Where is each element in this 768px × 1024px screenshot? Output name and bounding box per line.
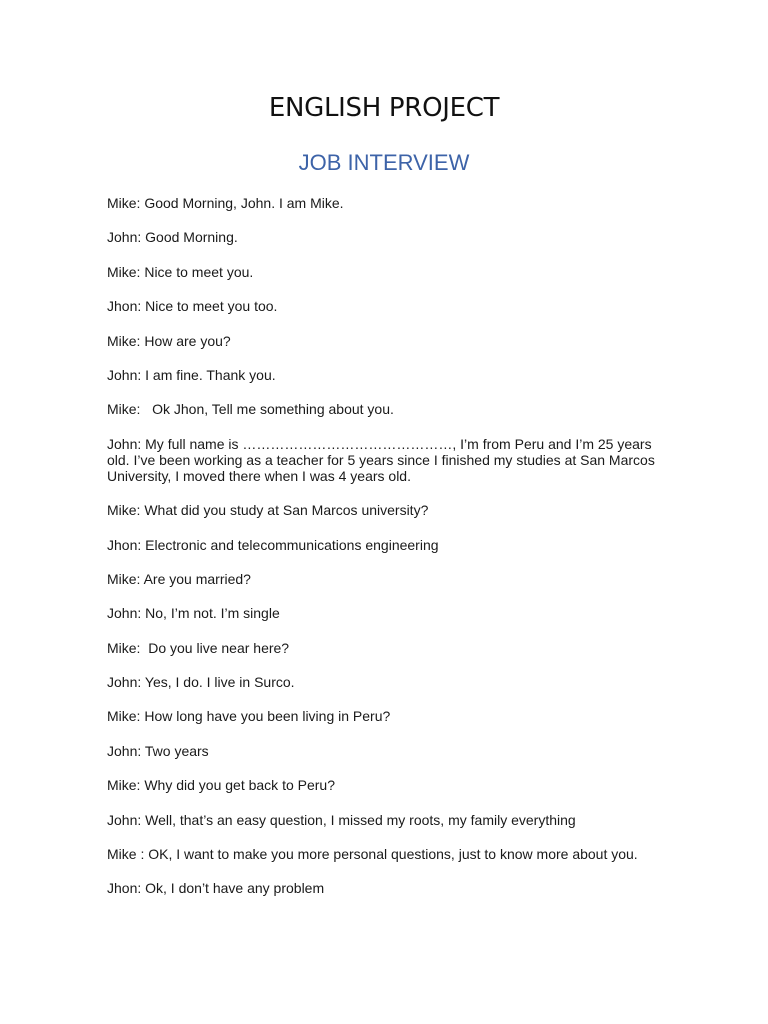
dialogue-line: Mike: Do you live near here?: [107, 639, 290, 656]
page-subtitle: JOB INTERVIEW: [298, 150, 470, 175]
dialogue-line: Mike : OK, I want to make you more personal questions, just to know more about you.: [107, 846, 638, 863]
dialogue-line: Mike: How long have you been living in Peru?: [107, 708, 391, 725]
dialogue-line: Mike: What did you study at San Marcos university?: [107, 502, 429, 519]
dialogue-line: John: Well, that’s an easy question, I missed my roots, my family everything: [107, 811, 576, 828]
dialogue-line: Jhon: Nice to meet you too.: [107, 298, 278, 315]
dialogue-line: Mike: Good Morning, John. I am Mike.: [107, 195, 344, 211]
dialogue-line: Mike: Ok Jhon, Tell me something about you.: [107, 401, 394, 418]
dialogue-line: Mike: Are you married?: [107, 570, 251, 587]
page-title: ENGLISH PROJECT: [268, 93, 500, 123]
dialogue-line: John: I am fine. Thank you.: [107, 366, 276, 383]
dialogue-line: John: Good Morning.: [107, 229, 238, 246]
dialogue-line: John: Yes, I do. I live in Surco.: [107, 674, 295, 691]
dialogue-line: John: Two years: [107, 742, 209, 759]
dialogue-line: Mike: How are you?: [107, 332, 231, 349]
dialogue-line: John: No, I’m not. I’m single: [107, 605, 280, 622]
dialogue-line: Mike: Nice to meet you.: [107, 263, 254, 280]
dialogue-body: [107, 195, 667, 915]
dialogue-line: Jhon: Electronic and telecommunications engineering: [107, 536, 439, 553]
dialogue-line: Jhon: Ok, I don’t have any problem: [107, 880, 325, 897]
dialogue-line: Mike: Why did you get back to Peru?: [107, 777, 335, 794]
dialogue-line: John: My full name is ………………………………………, I’m from Peru and I’m 25 years old. I’ve been working as a teacher for 5 years since I finished my studies at San Marcos University, I moved there when I was 4 years old.: [107, 435, 659, 484]
